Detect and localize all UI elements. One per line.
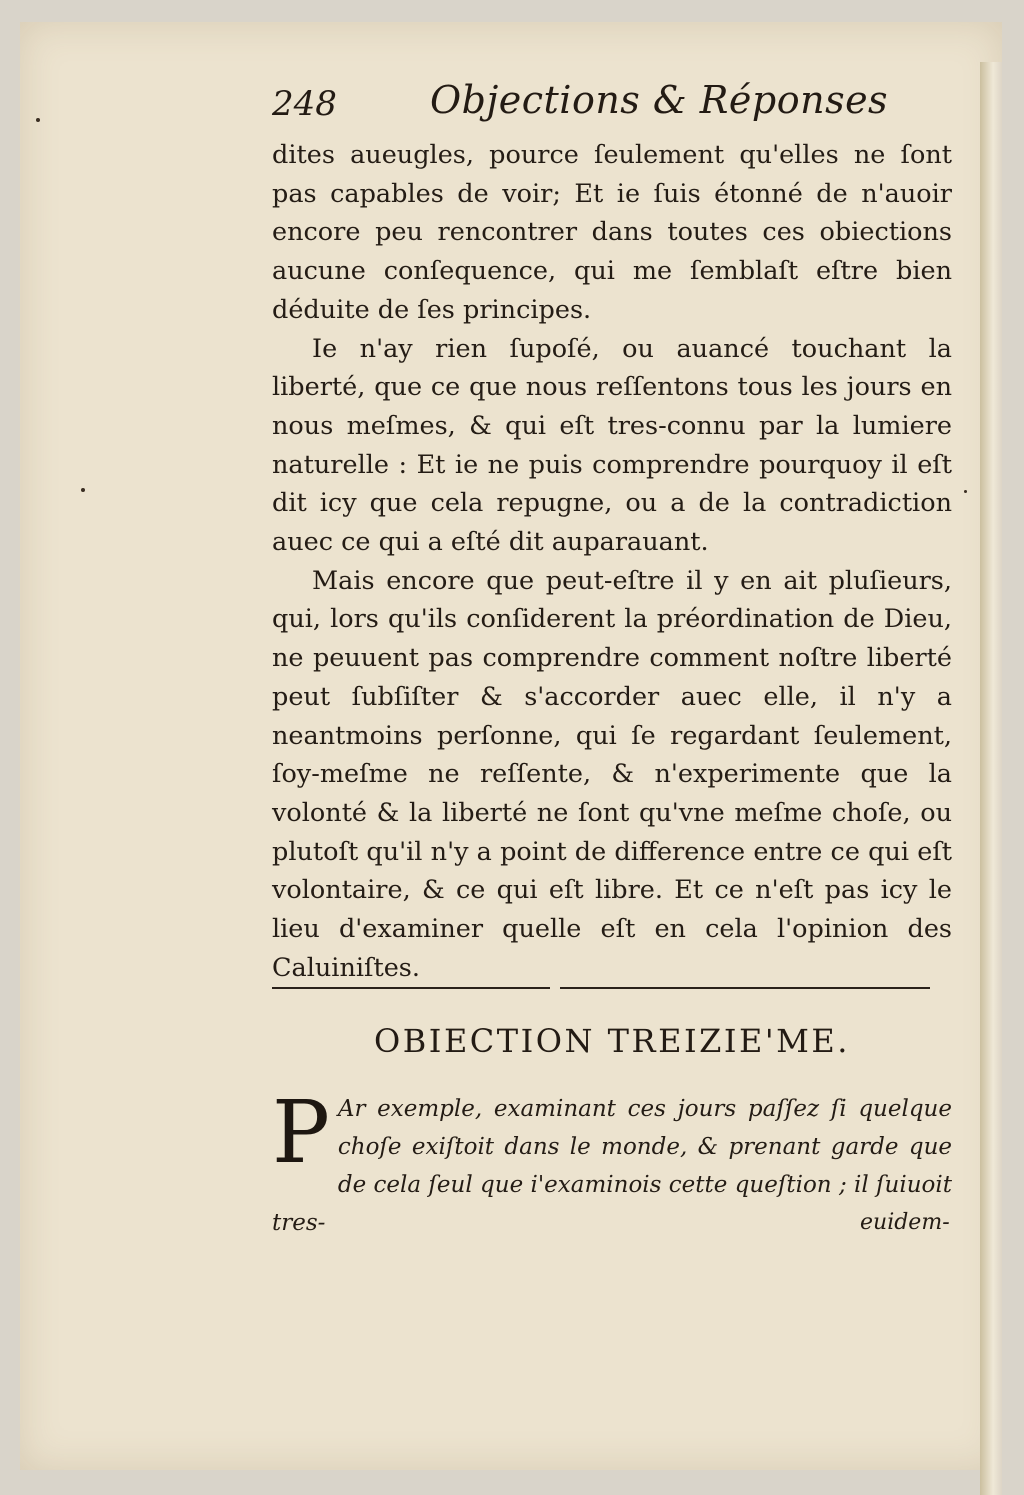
divider-line bbox=[560, 987, 930, 989]
ink-speck bbox=[964, 490, 967, 493]
objection-text bbox=[272, 1083, 952, 1242]
objection-paragraph: Ar exemple, examinant ces jours paſſez ſi quelque choſe exiſtoit dans le monde, & prenant garde que de cela ſeul que i'examinois cette queſtion ; il ſuiuoit tres- bbox=[272, 1096, 952, 1236]
running-head bbox=[272, 72, 952, 132]
paragraph: Mais encore que peut-eſtre il y en ait pluſieurs, qui, lors qu'ils conſiderent la préordination de Dieu, ne peuuent pas comprendre comment noſtre liberté peut ſubſiſter & s'accorder auec elle, il n'y a neantmoins perſonne, qui ſe regardant ſeulement, ſoy-meſme ne reſſente, & n'experimente que la volonté & la liberté ne ſont qu'vne meſme choſe, ou plutoſt qu'il n'y a point de difference entre ce qui eſt volontaire, & ce qui eſt libre. Et ce n'eſt pas icy le lieu d'examiner quelle eſt en cela l'opinion des Caluiniſtes. bbox=[272, 565, 952, 983]
catchword: euidem- bbox=[860, 1210, 950, 1235]
ink-speck bbox=[81, 488, 85, 492]
divider-line bbox=[272, 987, 550, 989]
page-number: 248 bbox=[272, 84, 337, 124]
section-divider bbox=[272, 985, 930, 991]
paragraph: Ie n'ay rien ſupoſé, ou auancé touchant la liberté, que ce que nous reſſentons tous les jours en nous meſmes, & qui eſt tres-connu par la lumiere naturelle : Et ie ne puis comprendre pourquoy il eſt dit icy que cela repugne, ou a de la contradiction auec ce qui a eſté dit auparauant. bbox=[272, 333, 952, 558]
ink-speck bbox=[36, 118, 40, 122]
section-title: OBIECTION TREIZIE'ME. bbox=[374, 1022, 850, 1060]
page-edge bbox=[980, 62, 1002, 1495]
running-head-title: Objections & Réponses bbox=[430, 78, 889, 122]
drop-cap: P bbox=[272, 1083, 330, 1183]
paragraph: dites aueugles, pource ſeulement qu'elles ne ſont pas capables de voir; Et ie ſuis étonné de n'auoir encore peu rencontrer dans toutes ces obiections aucune conſequence, qui me ſemblaſt eſtre bien déduite de ſes principes. bbox=[272, 140, 952, 325]
body-text bbox=[272, 136, 952, 987]
